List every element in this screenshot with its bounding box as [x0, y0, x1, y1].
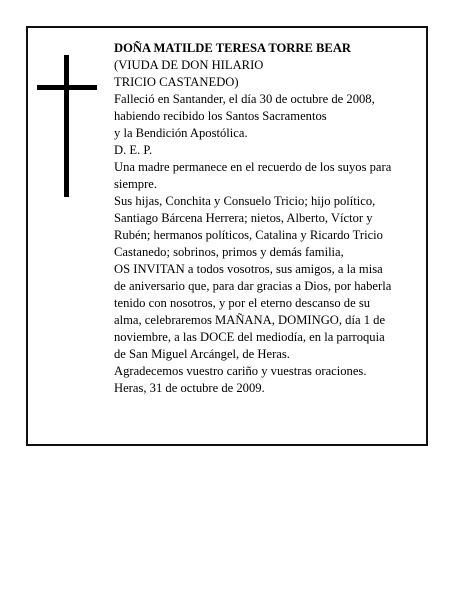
- text-line: siempre.: [114, 177, 158, 191]
- text-line: tenido con nosotros, y por el eterno descanso de su: [114, 296, 371, 310]
- text-line: de aniversario que, para dar gracias a Dios, por haberla: [114, 279, 392, 293]
- widow-line: (VIUDA DE DON HILARIO: [114, 58, 264, 72]
- text-line: Santiago Bárcena Herrera; nietos, Alberto, Víctor y: [114, 211, 373, 225]
- text-line: D. E. P.: [114, 143, 153, 157]
- text-line: Rubén; hermanos políticos, Catalina y Ricardo Tricio: [114, 228, 383, 242]
- obituary-text: [114, 40, 404, 397]
- text-line: noviembre, a las DOCE del mediodía, en la parroquia: [114, 330, 385, 344]
- text-line: Agradecemos vuestro cariño y vuestras oraciones.: [114, 364, 367, 378]
- cross-horizontal-bar: [37, 85, 97, 90]
- text-line: Sus hijas, Conchita y Consuelo Tricio; hijo político,: [114, 194, 376, 208]
- text-line: Falleció en Santander, el día 30 de octubre de 2008,: [114, 92, 375, 106]
- cross-vertical-bar: [64, 55, 69, 197]
- cross-icon: [37, 55, 97, 197]
- text-line: Una madre permanece en el recuerdo de los suyos para: [114, 160, 392, 174]
- text-line: de San Miguel Arcángel, de Heras.: [114, 347, 290, 361]
- text-line: habiendo recibido los Santos Sacramentos: [114, 109, 327, 123]
- deceased-name: DOÑA MATILDE TERESA TORRE BEAR: [114, 41, 352, 55]
- text-line: Castanedo; sobrinos, primos y demás familia,: [114, 245, 344, 259]
- text-line: Heras, 31 de octubre de 2009.: [114, 381, 265, 395]
- text-line: alma, celebraremos MAÑANA, DOMINGO, día 1 de: [114, 313, 386, 327]
- widow-line: TRICIO CASTANEDO): [114, 75, 239, 89]
- text-line: y la Bendición Apostólica.: [114, 126, 248, 140]
- text-line: OS INVITAN a todos vosotros, sus amigos, a la misa: [114, 262, 383, 276]
